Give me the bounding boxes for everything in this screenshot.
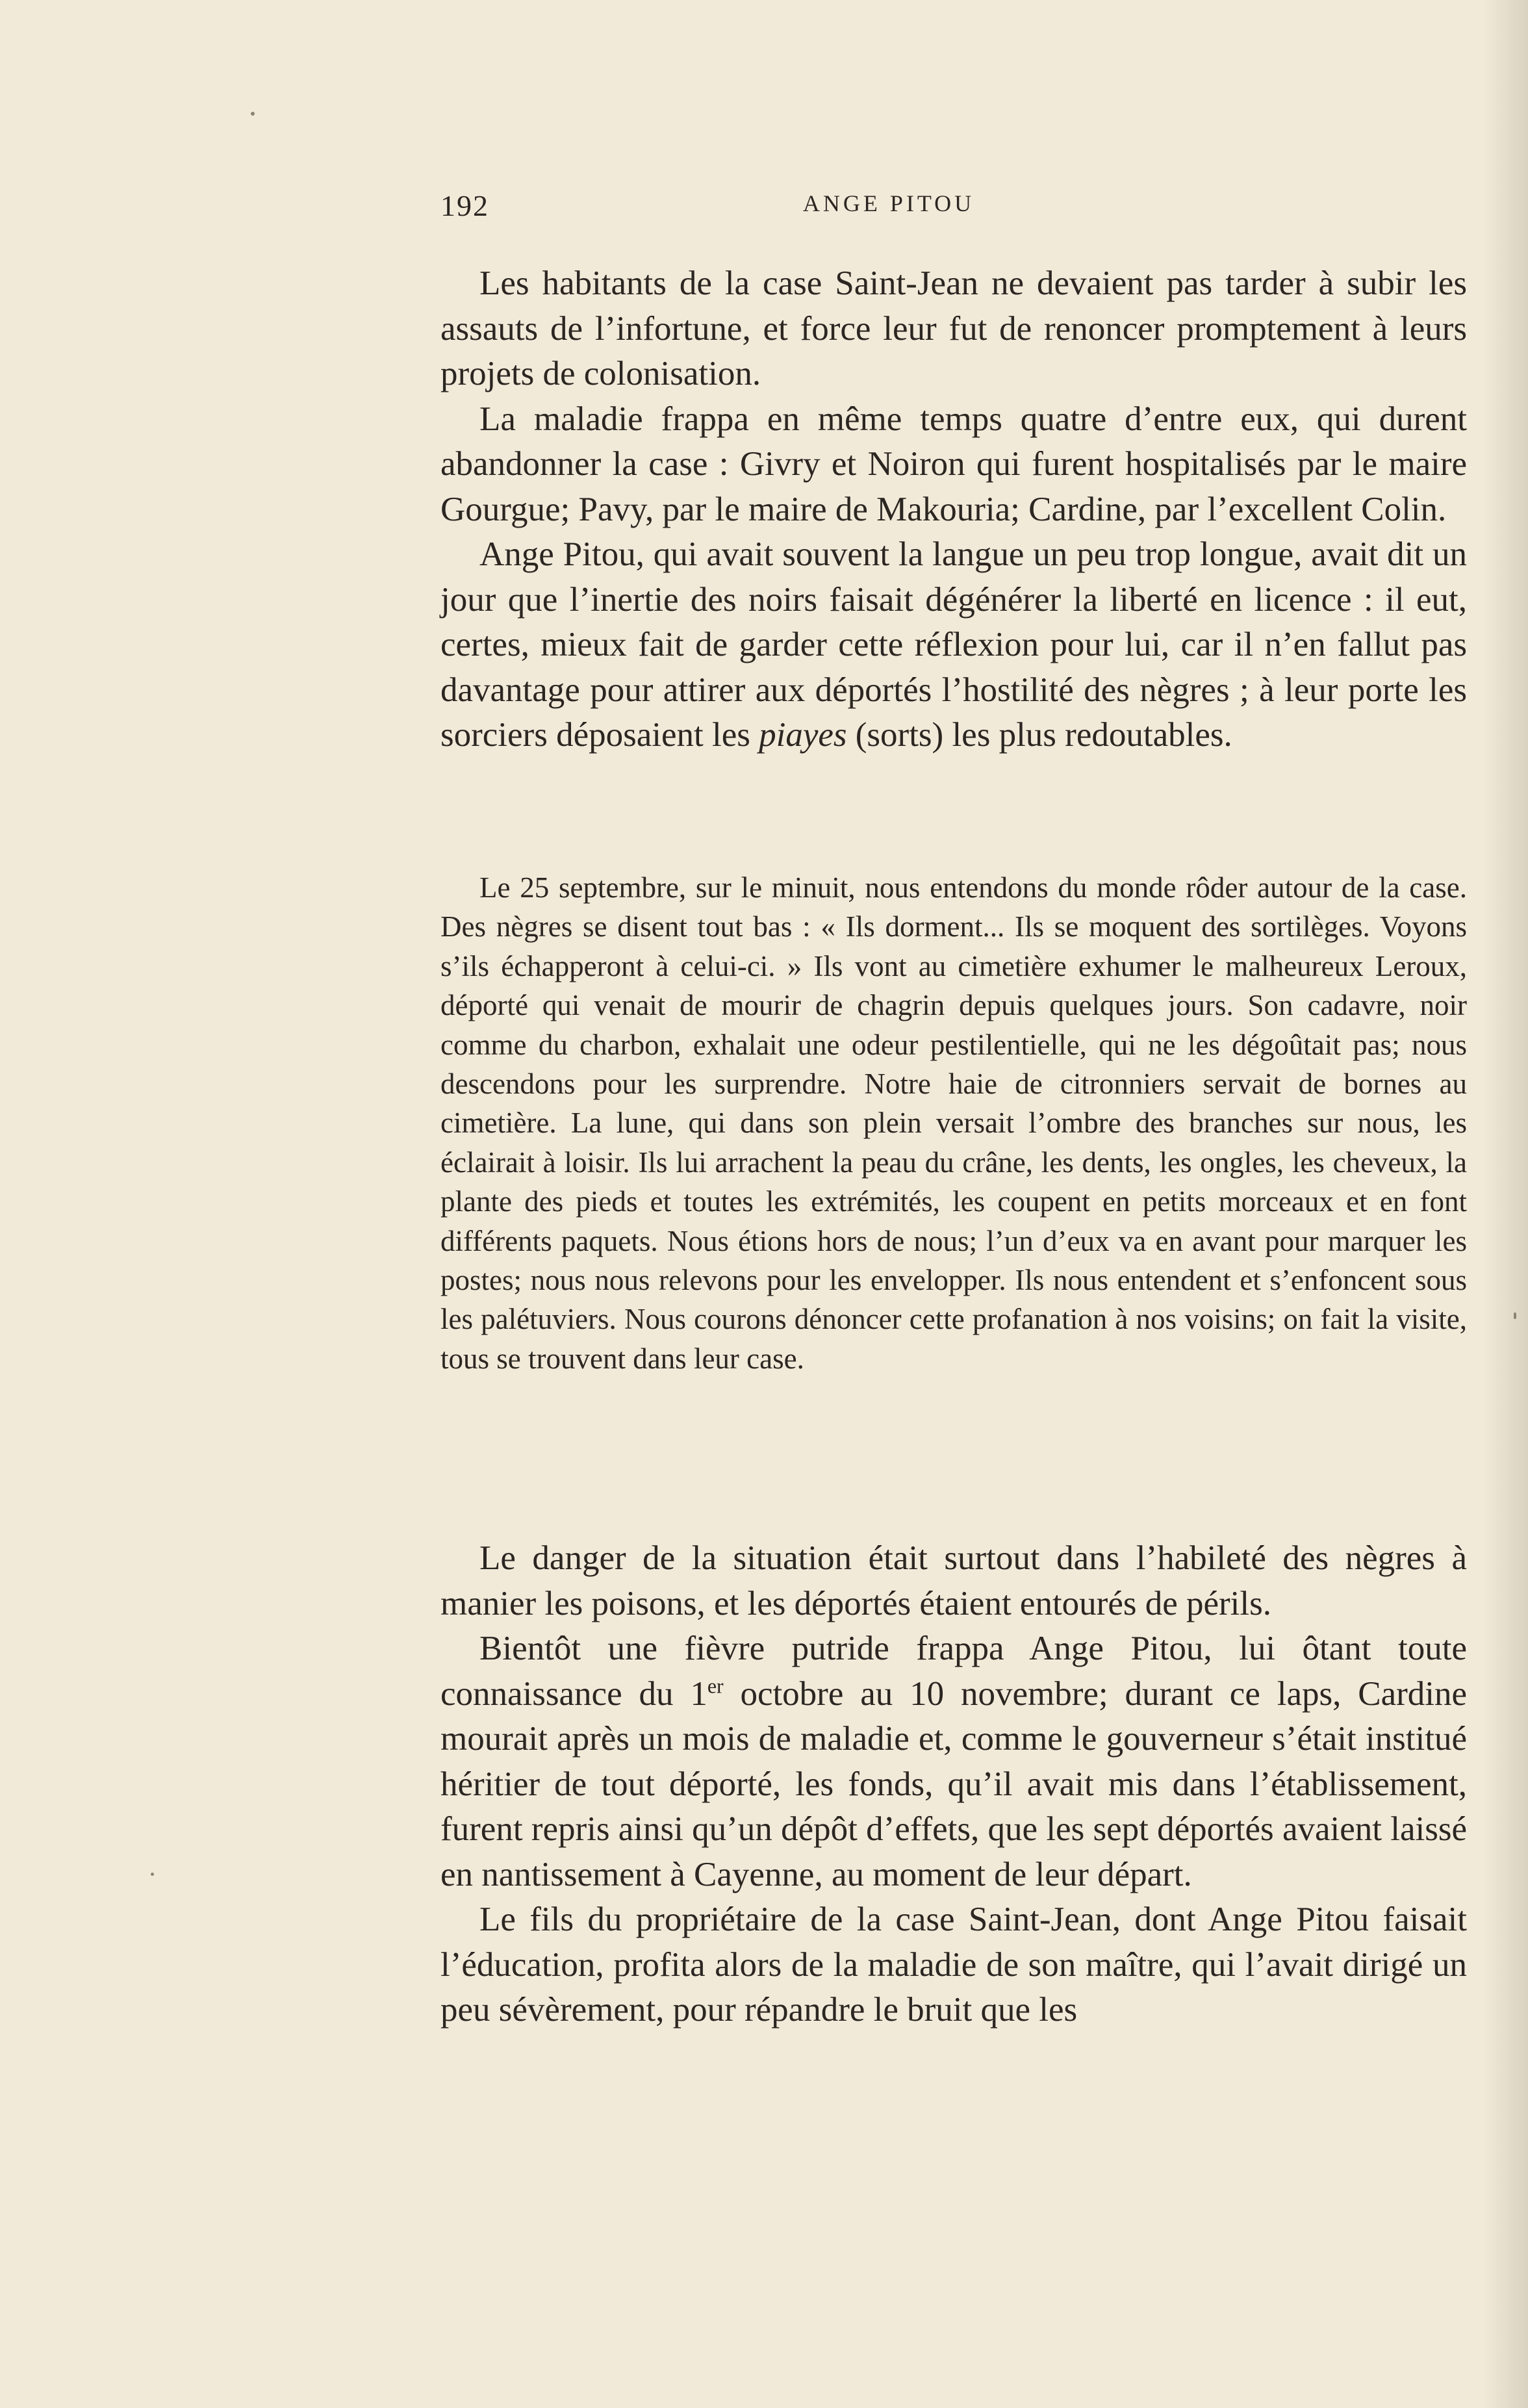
paragraph: Le danger de la situation était surtout dans l’habileté des nègres à manier les poisons, et les déportés étaient entourés de périls. xyxy=(440,1539,1467,1622)
paragraph-text: Ange Pitou, qui avait souvent la langue un peu trop longue, avait dit un jour que l’inertie des noirs faisait dégénérer la liberté en licence : il eut, certes, mieux fait de garder cette réflexion pour lui, car il n’en fallut pas davantage pour attirer aux déportés l’hostilité des nègres ; à leur porte les sorciers déposaient les xyxy=(440,535,1467,754)
italic-term: piayes xyxy=(759,716,847,754)
paragraph xyxy=(440,532,1467,758)
block-quote xyxy=(440,868,1467,1378)
ordinal-superscript: er xyxy=(707,1674,724,1697)
quote-paragraph: Le 25 septembre, sur le minuit, nous entendons du monde rôder autour de la case. Des nègres se disent tout bas : « Ils dorment... Ils se moquent des sortilèges. Voyons s’ils échapperont à celui-ci. » Ils vont au cimetière exhumer le malheureux Leroux, déporté qui venait de mourir de chagrin depuis quelques jours. Son cadavre, noir comme du charbon, exhalait une odeur pestilentielle, qui ne les dégoûtait pas; nous descendons pour les surprendre. Notre haie de citronniers servait de bornes au cimetière. La lune, qui dans son plein versait l’ombre des branches sur nous, les éclairait à loisir. Ils lui arrachent la peau du crâne, les dents, les ongles, les cheveux, la plante des pieds et toutes les extrémités, les coupent en petits morceaux et en font différents paquets. Nous étions hors de nous; l’un d’eux va en avant pour marquer les postes; nous nous relevons pour les envelopper. Ils nous entendent et s’enfoncent sous les palétuviers. Nous courons dénoncer cette profanation à nos voisins; on fait la visite, tous se trouvent dans leur case. xyxy=(440,871,1467,1375)
page-number: 192 xyxy=(440,189,489,222)
paragraph-text: Bientôt une fièvre putride frappa Ange Pitou, lui ôtant toute connaissance du 1 xyxy=(440,1630,1467,1713)
paragraph: Le fils du propriétaire de la case Saint-Jean, dont Ange Pitou faisait l’éducation, profita alors de la maladie de son maître, qui l’avait dirigé un peu sévèrement, pour répandre le bruit que les xyxy=(440,1901,1467,2029)
page-header xyxy=(440,188,1454,234)
running-title: ANGE PITOU xyxy=(802,190,975,216)
paragraph xyxy=(440,1626,1467,1897)
paragraph: La maladie frappa en même temps quatre d’entre eux, qui durent abandonner la case : Givry et Noiron qui furent hospitalisés par le maire Gourgue; Pavy, par le maire de Makouria; Cardine, par l’excellent Colin. xyxy=(440,400,1467,528)
scan-speck xyxy=(151,1873,154,1876)
page-edge-shadow xyxy=(1483,0,1528,2408)
paragraph-text: (sorts) les plus redoutables. xyxy=(847,716,1232,754)
main-text-bottom xyxy=(440,1536,1467,2033)
paragraph-text: octobre au 10 novembre; durant ce laps, Cardine mourait après un mois de maladie et, comme le gouverneur s’était institué héritier de tout déporté, les fonds, qu’il avait mis dans l’établissement, furent repris ainsi qu’un dépôt d’effets, que les sept déportés avaient laissé en nantissement à Cayenne, au moment de leur départ. xyxy=(440,1674,1467,1893)
paragraph: Les habitants de la case Saint-Jean ne devaient pas tarder à subir les assauts de l’infortune, et force leur fut de renoncer promptement à leurs projets de colonisation. xyxy=(440,264,1467,392)
scan-speck xyxy=(1514,1313,1516,1319)
main-text-top xyxy=(440,261,1467,758)
scan-speck xyxy=(251,112,255,116)
